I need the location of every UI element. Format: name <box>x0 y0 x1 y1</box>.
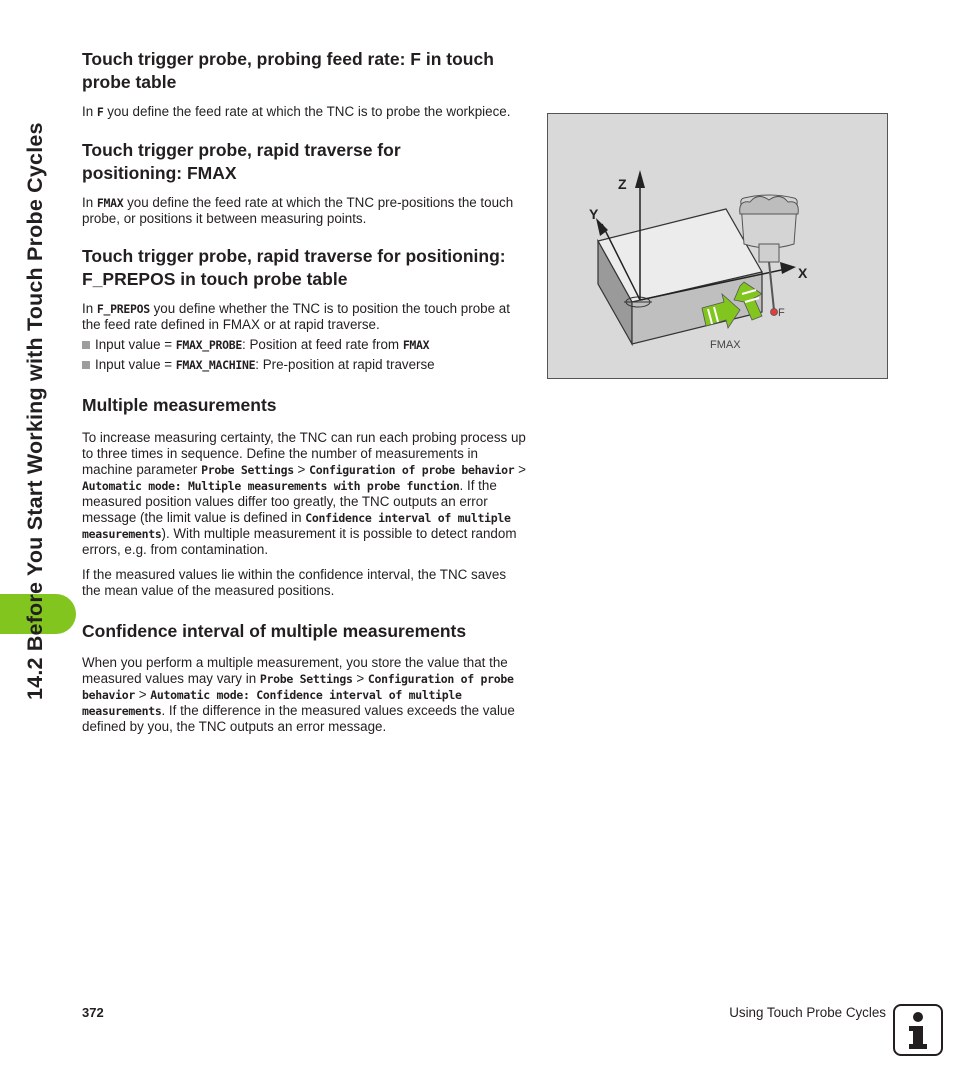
main-content <box>82 48 526 735</box>
axis-label-x: X <box>798 265 808 281</box>
heading-confidence-interval: Confidence interval of multiple measurements <box>82 620 467 641</box>
label-f: F <box>778 307 785 319</box>
z-axis-arrow-icon <box>635 170 645 188</box>
paragraph-feed-rate-f: In F you define the feed rate at which the TNC is to probe the workpiece. <box>82 104 511 119</box>
axis-label-z: Z <box>618 176 627 192</box>
info-glyph <box>895 1006 941 1054</box>
bullet-square-icon <box>82 361 90 369</box>
page-number: 372 <box>82 1005 104 1020</box>
paragraph-multiple-measurements: To increase measuring certainty, the TNC can run each probing process up to three times in sequence. Define the number of measurements in machine parameter Probe Settings > Configuration of probe behavior > Automatic mode: Multiple measurements with probe function. If the measured position values differ too greatly, the TNC outputs an error message (the limit value is defined in Confidence interval of multiple measurements). With multiple measurement it is possible to detect random errors, e.g. from contamination. <box>82 429 526 557</box>
heading-rapid-fmax: Touch trigger probe, rapid traverse for positioning: FMAX <box>82 140 401 183</box>
touch-probe-figure <box>547 113 888 379</box>
probe-tip-icon <box>771 309 778 316</box>
paragraph-confidence-mean: If the measured values lie within the confidence interval, the TNC saves the mean value of the measured positions. <box>82 566 507 598</box>
paragraph-rapid-fmax: In FMAX you define the feed rate at which the TNC pre-positions the touch probe, or positions it between measuring points. <box>82 195 514 226</box>
heading-multiple-measurements: Multiple measurements <box>82 395 277 415</box>
heading-feed-rate-f: Touch trigger probe, probing feed rate: F in touch probe table <box>82 49 494 92</box>
list-item: Input value = FMAX_MACHINE: Pre-position at rapid traverse <box>82 357 526 373</box>
running-title: Using Touch Probe Cycles <box>729 1005 886 1020</box>
paragraph-rapid-f-prepos: In F_PREPOS you define whether the TNC is to position the touch probe at the feed rate defined in FMAX or at rapid traverse. <box>82 301 510 332</box>
list-item: Input value = FMAX_PROBE: Position at feed rate from FMAX <box>82 337 526 353</box>
axis-label-y: Y <box>589 206 599 222</box>
probe-shank <box>759 244 779 262</box>
heading-rapid-f-prepos: Touch trigger probe, rapid traverse for positioning: F_PREPOS in touch probe table <box>82 246 506 289</box>
paragraph-confidence-interval: When you perform a multiple measurement, you store the value that the measured values may vary in Probe Settings > Configuration of probe behavior > Automatic mode: Confidence interval of multiple measurements. If the difference in the measured values exceeds the value defined by you, the TNC outputs an error message. <box>82 655 515 734</box>
bullet-square-icon <box>82 341 90 349</box>
info-icon <box>893 1004 943 1056</box>
x-axis-arrow-icon <box>780 262 796 274</box>
touch-probe-illustration <box>548 114 887 378</box>
label-fmax: FMAX <box>710 339 741 351</box>
probe-stylus <box>769 262 774 310</box>
